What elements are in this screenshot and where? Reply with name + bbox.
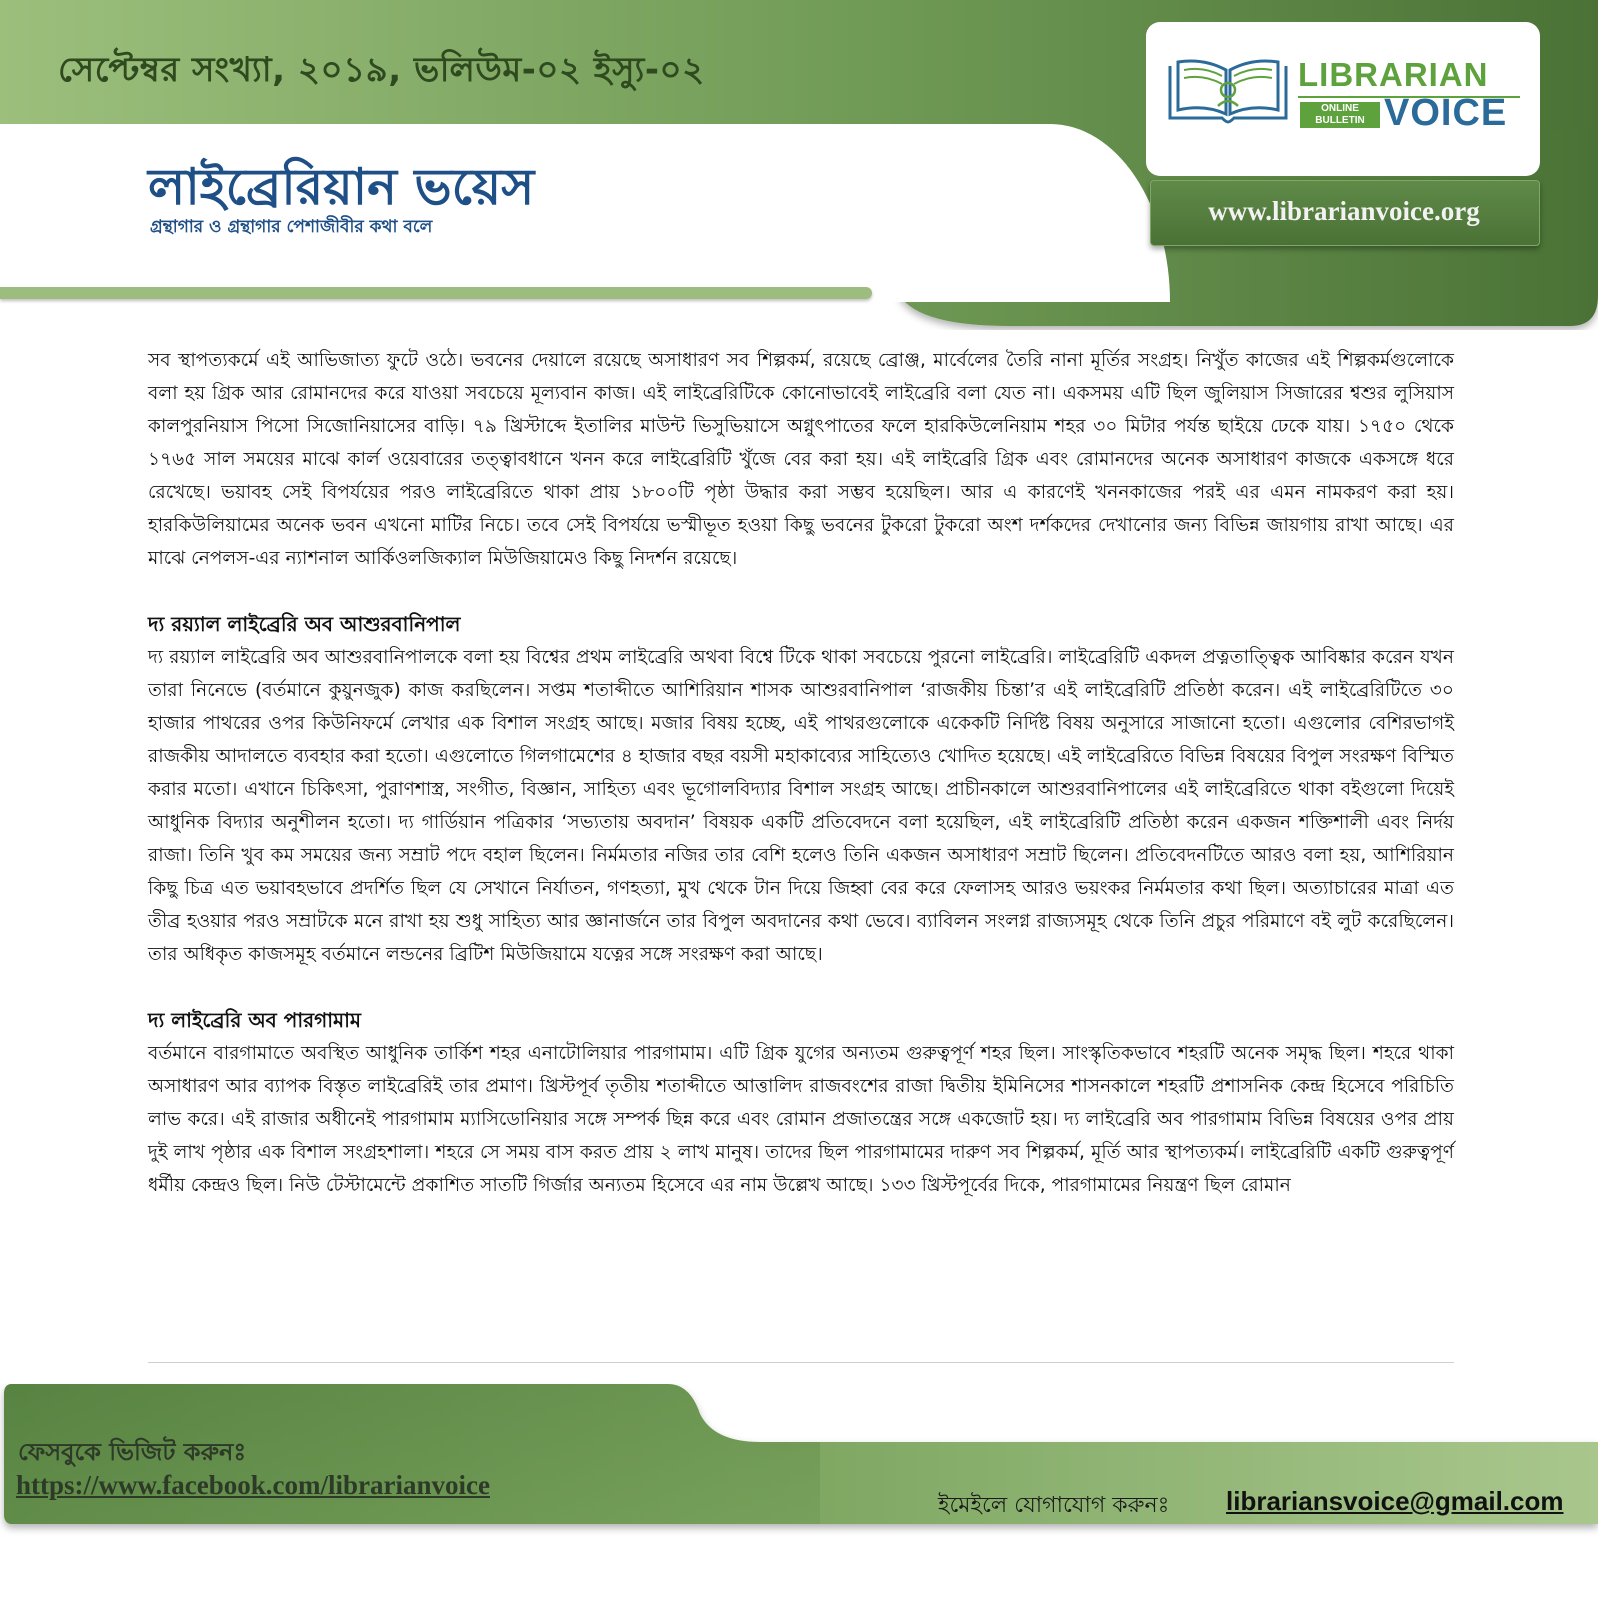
website-link[interactable]: www.librarianvoice.org <box>1208 196 1480 226</box>
logo-badge-line2: BULLETIN <box>1315 115 1365 126</box>
logo-wordmark-librarian: LIBRARIAN <box>1298 56 1489 93</box>
logo-badge <box>1300 102 1380 128</box>
paragraph-ashurbanipal: দ্য রয়্যাল লাইব্রেরি অব আশুরবানিপালকে বলা হয় বিশ্বের প্রথম লাইব্রেরি অথবা বিশ্বে টিকে থাকা সবচেয়ে পুরনো লাইব্রেরি। লাইব্রেরিটি একদল প্রত্নতাত্ত্বিক আবিষ্কার করেন যখন তারা নিনেভে (বর্তমানে কুয়ুনজুক) কাজ করছিলেন। সপ্তম শতাব্দীতে আশিরিয়ান শাসক আশুরবানিপাল ‘রাজকীয় চিন্তা’র এই লাইব্রেরিটি প্রতিষ্ঠা করেন। এই লাইব্রেরিটিতে ৩০ হাজার পাথরের ওপর কিউনিফর্মে লেখার এক বিশাল সংগ্রহ আছে। মজার বিষয় হচ্ছে, এই পাথরগুলোকে একেকটি নির্দিষ্ট বিষয় অনুসারে সাজানো হতো। এগুলোর বেশিরভাগই রাজকীয় আদালতে ব্যবহার করা হতো। এগুলোতে গিলগামেশের ৪ হাজার বছর বয়সী মহাকাব্যের সাহিত্যেও খোদিত হয়েছে। এই লাইব্রেরিতে বিভিন্ন বিষয়ের বিপুল সংরক্ষণ বিস্মিত করার মতো। এখানে চিকিৎসা, পুরাণশাস্ত্র, সংগীত, বিজ্ঞান, সাহিত্য এবং ভূগোলবিদ্যার বিশাল সংগ্রহ আছে। প্রাচীনকালে আশুরবানিপালের এই লাইব্রেরিতে থাকা বইগুলো দিয়েই আধুনিক বিদ্যার অনুশীলন হতো। দ্য গার্ডিয়ান পত্রিকার ‘সভ্যতায় অবদান’ বিষয়ক একটি প্রতিবেদনে বলা হয়েছিল, এই লাইব্রেরিটি প্রতিষ্ঠা করেন একজন শক্তিশালী এবং নির্দয় রাজা। তিনি খুব কম সময়ের জন্য সম্রাট পদে বহাল ছিলেন। নির্মমতার নজির তার বেশি হলেও তিনি একজন অসাধারণ সম্রাট ছিলেন। প্রতিবেদনটিতে আরও বলা হয়, আশিরিয়ান কিছু চিত্র এত ভয়াবহভাবে প্রদর্শিত ছিল যে সেখানে নির্যাতন, গণহত্যা, মুখ থেকে টান দিয়ে জিহ্বা বের করে ফেলাসহ আরও ভয়ংকর নির্মমতার কথা ছিল। অত্যাচারের মাত্রা এত তীব্র হওয়ার পরও সম্রাটকে মনে রাখা হয় শুধু সাহিত্য আর জ্ঞানার্জনে তার বিপুল অবদানের কথা ভেবে। ব্যাবিলন সংলগ্ন রাজ্যসমূহ থেকে তিনি প্রচুর পরিমাণে বই লুট করেছিলেন। তার অধিকৃত কাজসমূহ বর্তমানে লন্ডনের ব্রিটিশ মিউজিয়ামে যত্নের সঙ্গে সংরক্ষণ করা আছে। <box>148 647 1454 965</box>
issue-line: সেপ্টেম্বর সংখ্যা, ২০১৯, ভলিউম-০২ ইস্যু-০২ <box>58 50 705 90</box>
magazine-title: লাইব্রেরিয়ান ভয়েস <box>148 158 535 216</box>
email-link[interactable]: librariansvoice@gmail.com <box>1226 1486 1564 1516</box>
heading-pergamum: দ্য লাইব্রেরি অব পারগামাম <box>148 1008 362 1032</box>
header-divider <box>0 287 872 299</box>
body-end-rule <box>148 1362 1454 1363</box>
logo-badge-line1: ONLINE <box>1321 103 1359 114</box>
paragraph-herculaneum: সব স্থাপত্যকর্মে এই আভিজাত্য ফুটে ওঠে। ভবনের দেয়ালে রয়েছে অসাধারণ সব শিল্পকর্ম, রয়েছে ব্রোঞ্জ, মার্বেলের তৈরি নানা মূর্তির সংগ্রহ। নিখুঁত কাজের এই শিল্পকর্মগুলোকে বলা হয় গ্রিক আর রোমানদের করে যাওয়া সবচেয়ে মূল্যবান কাজ। এই লাইব্রেরিটিকে কোনোভাবেই লাইব্রেরি বলা যেত না। একসময় এটি ছিল জুলিয়াস সিজারের শ্বশুর লুসিয়াস কালপুরনিয়াস পিসো সিজোনিয়াসের বাড়ি। ৭৯ খ্রিস্টাব্দে ইতালির মাউন্ট ভিসুভিয়াসে অগ্নুৎপাতের ফলে হারকিউলেনিয়াম শহর ৩০ মিটার পর্যন্ত ছাইয়ে ঢেকে যায়। ১৭৫০ থেকে ১৭৬৫ সাল সময়ের মাঝে কার্ল ওয়েবারের তত্ত্বাবধানে খনন করে লাইব্রেরিটি খুঁজে বের করা হয়। এই লাইব্রেরি গ্রিক এবং রোমানদের অনেক অসাধারণ কাজকে একসঙ্গে ধরে রেখেছে। ভয়াবহ সেই বিপর্যয়ের পরও লাইব্রেরিতে থাকা প্রায় ১৮০০টি পৃষ্ঠা উদ্ধার করা সম্ভব হয়েছিল। আর এ কারণেই খননকাজের পরই এর এমন নামকরণ করা হয়। হারকিউলিয়ামের অনেক ভবন এখনো মাটির নিচে। তবে সেই বিপর্যয়ে ভস্মীভূত হওয়া কিছু ভবনের টুকরো টুকরো অংশ দর্শকদের দেখানোর জন্য বিভিন্ন জায়গায় রাখা আছে। এর মাঝে নেপলস-এর ন্যাশনাল আর্কিওলজিক্যাল মিউজিয়ামেও কিছু নিদর্শন রয়েছে। <box>148 350 1454 569</box>
paragraph-pergamum: বর্তমানে বারগামাতে অবস্থিত আধুনিক তার্কিশ শহর এনাটোলিয়ার পারগামাম। এটি গ্রিক যুগের অন্যতম গুরুত্বপূর্ণ শহর ছিল। সাংস্কৃতিকভাবে শহরটি অনেক সমৃদ্ধ ছিল। শহরে থাকা অসাধারণ আর ব্যাপক বিস্তৃত লাইব্রেরিই তার প্রমাণ। খ্রিস্টপূর্ব তৃতীয় শতাব্দীতে আত্তালিদ রাজবংশের রাজা দ্বিতীয় ইমিনিসের শাসনকালে শহরটি প্রশাসনিক কেন্দ্র হিসেবে পরিচিতি লাভ করে। এই রাজার অধীনেই পারগামাম ম্যাসিডোনিয়ার সঙ্গে সম্পর্ক ছিন্ন করে এবং রোমান প্রজাতন্ত্রের সঙ্গে একজোট হয়। দ্য লাইব্রেরি অব পারগামাম বিভিন্ন বিষয়ের ওপর প্রায় দুই লাখ পৃষ্ঠার এক বিশাল সংগ্রহশালা। শহরে সে সময় বাস করত প্রায় ২ লাখ মানুষ। তাদের ছিল পারগামামের দারুণ সব শিল্পকর্ম, মূর্তি আর স্থাপত্যকর্ম। লাইব্রেরিটি একটি গুরুত্বপূর্ণ ধর্মীয় কেন্দ্রও ছিল। নিউ টেস্টামেন্টে প্রকাশিত সাতটি গির্জার অন্যতম হিসেবে এর নাম উল্লেখ আছে। ১৩৩ খ্রিস্টপূর্বের দিকে, পারগামামের নিয়ন্ত্রণ ছিল রোমান <box>148 1043 1454 1196</box>
logo-wordmark-voice: VOICE <box>1384 92 1508 134</box>
email-label: ইমেইলে যোগাযোগ করুনঃ <box>938 1493 1170 1518</box>
open-book-icon <box>1166 56 1290 128</box>
facebook-label: ফেসবুকে ভিজিট করুনঃ <box>18 1438 247 1466</box>
heading-ashurbanipal: দ্য রয়্যাল লাইব্রেরি অব আশুরবানিপাল <box>148 612 461 636</box>
article-body <box>148 344 1454 1202</box>
magazine-tagline: গ্রন্থাগার ও গ্রন্থাগার পেশাজীবীর কথা বলে <box>150 217 433 237</box>
facebook-link[interactable]: https://www.facebook.com/librarianvoice <box>16 1470 490 1500</box>
